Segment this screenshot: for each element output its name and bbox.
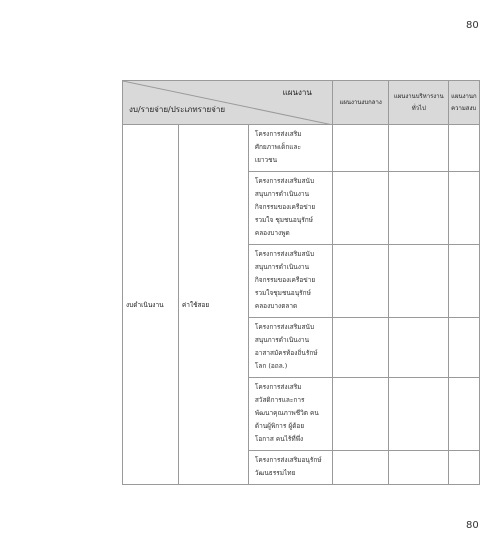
table-cell xyxy=(332,245,389,318)
project-name: โครงการส่งเสริม ศักยภาพเด็กและ เยาวชน xyxy=(248,125,332,172)
table-cell xyxy=(389,318,449,378)
table-cell xyxy=(449,451,480,485)
table-cell xyxy=(332,125,389,172)
project-name: โครงการส่งเสริมสนับ สนุนการดำเนินงาน อาสาสมัครท้องถิ่นรักษ์ โลก (อถล.) xyxy=(248,318,332,378)
budget-type-header-label: งบ/รายจ่าย/ประเภทรายจ่าย xyxy=(129,105,226,114)
table-cell xyxy=(332,172,389,245)
table-cell xyxy=(389,172,449,245)
project-name: โครงการส่งเสริมสนับ สนุนการดำเนินงาน กิจกรรมของเครือข่าย รวมใจชุมชนอนุรักษ์ คลองบางตลาด xyxy=(248,245,332,318)
column-header-general-admin: แผนงานบริหารงาน ทั่วไป xyxy=(389,81,449,125)
project-name: โครงการส่งเสริม สวัสดิการและการ พัฒนาคุณภาพชีวิต คน ด้านผู้พิการ ผู้ด้อย โอกาส คนไร้ที่พึ่ง xyxy=(248,378,332,451)
table-cell xyxy=(449,125,480,172)
table-cell xyxy=(389,245,449,318)
page-number-top: 80 xyxy=(466,20,479,31)
project-name: โครงการส่งเสริมสนับ สนุนการดำเนินงาน กิจกรรมของเครือข่าย รวมใจ ชุมชนอนุรักษ์ คลองบางพูด xyxy=(248,172,332,245)
table-cell xyxy=(449,378,480,451)
project-name: โครงการส่งเสริมอนุรักษ์ วัฒนธรรมไทย xyxy=(248,451,332,485)
table-cell xyxy=(332,451,389,485)
table-cell xyxy=(449,245,480,318)
budget-category-label: งบดำเนินงาน xyxy=(123,125,179,485)
column-header-peace-order: แผนงานก ความสงบ xyxy=(449,81,480,125)
table-cell xyxy=(332,318,389,378)
budget-table xyxy=(122,80,480,485)
table-cell xyxy=(449,318,480,378)
table-cell xyxy=(449,172,480,245)
table-cell xyxy=(332,378,389,451)
table-cell xyxy=(389,125,449,172)
page-number-bottom: 80 xyxy=(466,520,479,531)
column-header-central-budget: แผนงานงบกลาง xyxy=(332,81,389,125)
table-cell xyxy=(389,451,449,485)
table-row xyxy=(123,125,480,172)
diagonal-header-cell xyxy=(123,81,333,125)
plan-header-label: แผนงาน xyxy=(282,88,312,97)
table-cell xyxy=(389,378,449,451)
table-header-row xyxy=(123,81,480,125)
expense-type-label: ค่าใช้สอย xyxy=(178,125,248,485)
